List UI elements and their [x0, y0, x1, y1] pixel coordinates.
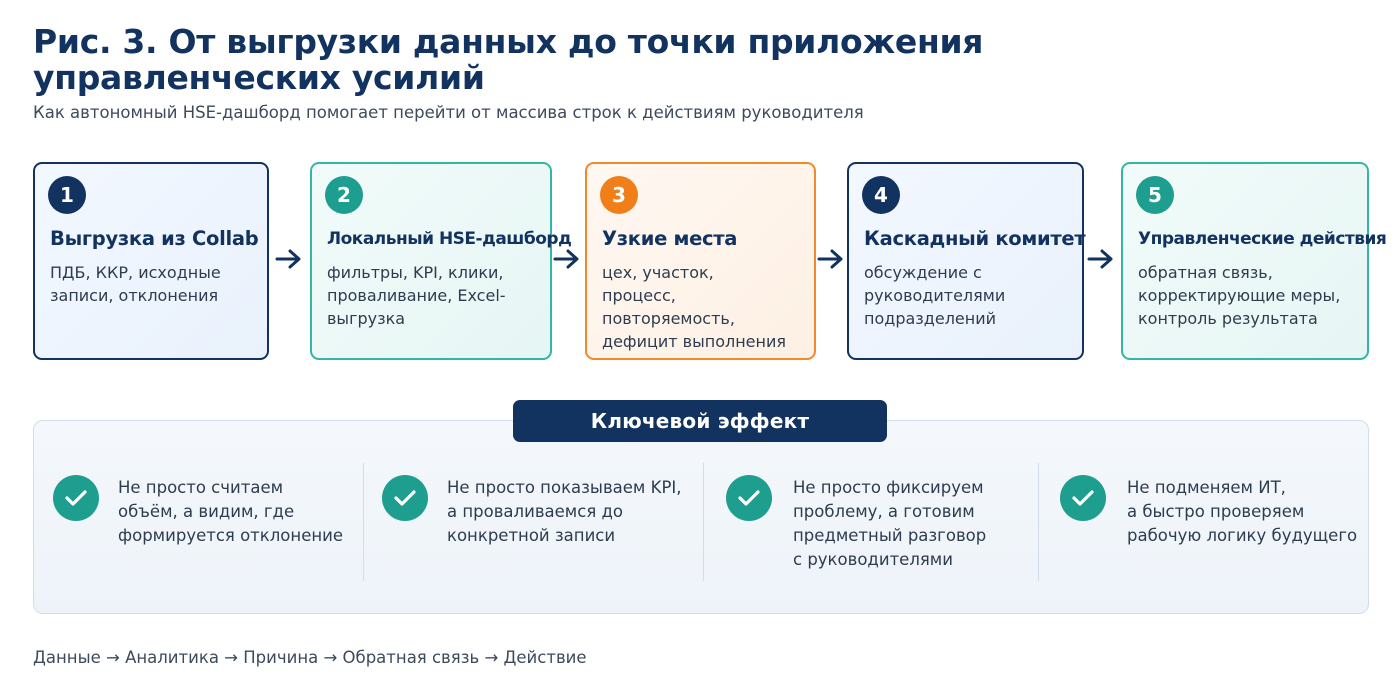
key-effect-text: Не просто показываем KPI, а проваливаемся до конкретной записи [447, 478, 682, 545]
step-card-3 [585, 162, 816, 360]
check-icon [53, 475, 99, 521]
step-title: Выгрузка из Collab [50, 227, 259, 250]
step-description: фильтры, KPI, клики, проваливание, Excel- выгрузка [327, 263, 506, 328]
key-effect-item-1 [53, 475, 353, 585]
arrow-right-icon [553, 248, 581, 270]
step-number-badge: 5 [1136, 176, 1174, 214]
key-effect-item-4 [1060, 475, 1360, 585]
key-effect-text: Не просто считаем объём, а видим, где формируется отклонение [118, 478, 344, 545]
arrow-right-icon [275, 248, 303, 270]
step-number-badge: 2 [325, 176, 363, 214]
step-card-2 [310, 162, 572, 360]
check-icon [382, 475, 428, 521]
divider [1038, 463, 1039, 581]
step-card-5 [1121, 162, 1387, 360]
step-title: Узкие места [602, 227, 738, 250]
step-number-badge: 1 [48, 176, 86, 214]
divider [363, 463, 364, 581]
key-effect-title: Ключевой эффект [513, 400, 887, 442]
key-effect-text: Не подменяем ИТ, а быстро проверяем рабочую логику будущего [1127, 478, 1358, 545]
step-card-1 [33, 162, 269, 360]
figure-subtitle: Как автономный HSE-дашборд помогает перейти от массива строк к действиям руководителя [33, 103, 864, 122]
arrow-right-icon [817, 248, 845, 270]
step-description: обсуждение с руководителями подразделений [864, 263, 1006, 328]
key-effect-item-3 [726, 475, 1026, 585]
check-icon [726, 475, 772, 521]
step-description: обратная связь, корректирующие меры, контроль результата [1138, 263, 1341, 328]
check-icon [1060, 475, 1106, 521]
step-number-badge: 4 [862, 176, 900, 214]
step-description: ПДБ, ККР, исходные записи, отклонения [50, 263, 221, 305]
step-number-badge: 3 [600, 176, 638, 214]
key-effect-item-2 [382, 475, 692, 585]
process-flow-caption: Данные → Аналитика → Причина → Обратная связь → Действие [33, 648, 587, 667]
arrow-right-icon [1087, 248, 1115, 270]
figure-title: Рис. 3. От выгрузки данных до точки приложения управленческих усилий [33, 22, 984, 97]
step-title: Управленческие действия [1138, 229, 1387, 249]
step-description: цех, участок, процесс, повторяемость, дефицит выполнения [602, 263, 787, 351]
divider [703, 463, 704, 581]
key-effect-text: Не просто фиксируем проблему, а готовим предметный разговор с руководителями [793, 478, 987, 569]
step-card-4 [847, 162, 1084, 360]
step-title: Каскадный комитет [864, 227, 1086, 250]
step-title: Локальный HSE-дашборд [327, 229, 572, 249]
